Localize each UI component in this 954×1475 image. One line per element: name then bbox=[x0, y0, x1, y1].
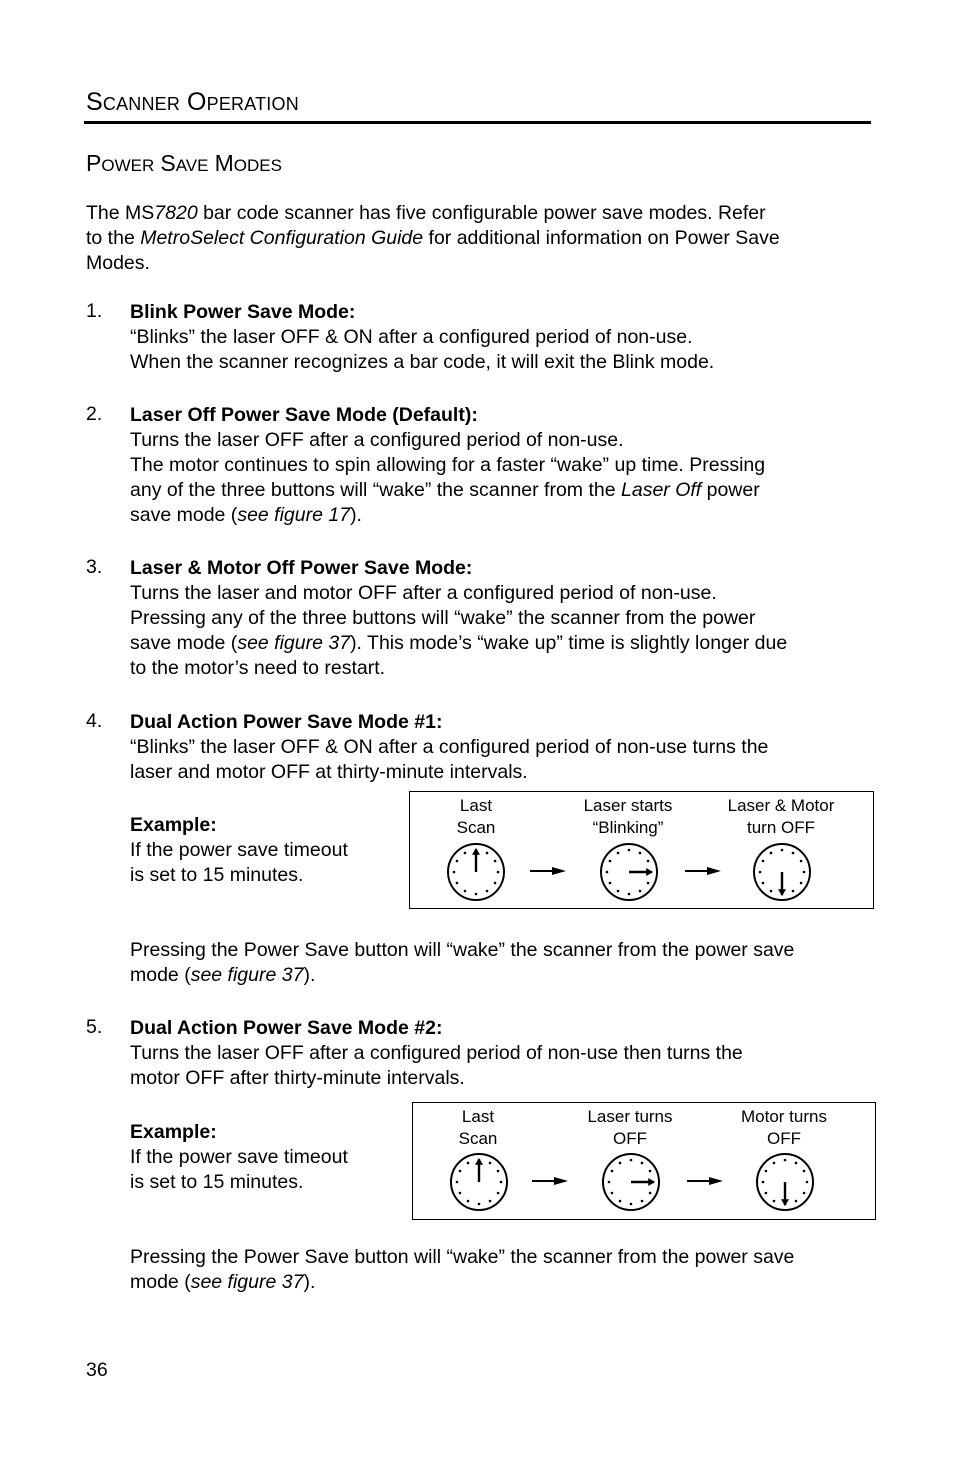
clock-diagram bbox=[410, 792, 873, 908]
clock-icon bbox=[603, 1154, 659, 1210]
hour-dot bbox=[456, 882, 459, 885]
hour-dot bbox=[803, 1192, 806, 1195]
hour-dot bbox=[456, 860, 459, 863]
hour-dot bbox=[630, 1203, 633, 1206]
hour-dot bbox=[628, 849, 631, 852]
item-number: 4. bbox=[86, 710, 103, 732]
list-item-laser-motor-off: Laser & Motor Off Power Save Mode: Turns the laser and motor OFF after a configured period of non-use. Pressing any of the three buttons will “wake” the scanner from the power save mode (see figure 37). This mode’s “wake up” time is slightly longer due to the motor’s need to restart. bbox=[130, 557, 788, 679]
hour-dot bbox=[641, 1162, 644, 1165]
hour-dot bbox=[628, 893, 631, 896]
hour-dot bbox=[759, 871, 762, 874]
hour-dot bbox=[639, 852, 642, 855]
hour-dot bbox=[617, 852, 620, 855]
hour-dot bbox=[467, 1200, 470, 1203]
hour-dot bbox=[781, 849, 784, 852]
chapter-title: SCANNER OPERATION bbox=[86, 88, 299, 116]
list-item-dual-action-1: Dual Action Power Save Mode #1: “Blinks” the laser OFF & ON after a configured period of non-use turns the laser and motor OFF at thirty-minute intervals. bbox=[130, 711, 769, 783]
hour-dot bbox=[459, 1192, 462, 1195]
wake-note-2: Pressing the Power Save button will “wake” the scanner from the power save mode (see figure 37). bbox=[130, 1246, 795, 1293]
intro-paragraph: The MS7820 bar code scanner has five configurable power save modes. Refer to the MetroSelect Configuration Guide for additional information on Power Save Modes. bbox=[86, 202, 780, 274]
hour-dot bbox=[647, 882, 650, 885]
clock-icon bbox=[451, 1154, 507, 1210]
arrow-right-icon bbox=[687, 1177, 723, 1185]
hour-dot bbox=[478, 1203, 481, 1206]
hour-dot bbox=[453, 871, 456, 874]
hour-dot bbox=[486, 852, 489, 855]
item-number: 5. bbox=[86, 1016, 103, 1038]
example-text: Example: If the power save timeout is set to 15 minutes. bbox=[130, 1121, 348, 1193]
hour-dot bbox=[762, 860, 765, 863]
hour-dot bbox=[611, 1170, 614, 1173]
hour-dot bbox=[606, 871, 609, 874]
hour-dot bbox=[649, 1192, 652, 1195]
example-text: Example: If the power save timeout is set to 15 minutes. bbox=[130, 814, 348, 886]
list-item-dual-action-2: Dual Action Power Save Mode #2: Turns the laser OFF after a configured period of non-use then turns the motor OFF after thirty-minute intervals. bbox=[130, 1017, 743, 1089]
timeline-figure bbox=[409, 791, 874, 909]
clock-diagram bbox=[413, 1103, 875, 1219]
hour-dot bbox=[489, 1200, 492, 1203]
item-number: 3. bbox=[86, 556, 103, 578]
arrow-right-icon bbox=[530, 867, 566, 875]
hour-dot bbox=[456, 1181, 459, 1184]
hour-dot bbox=[619, 1200, 622, 1203]
list-item-blink: Blink Power Save Mode: “Blinks” the laser OFF & ON after a configured period of non-use. When the scanner recognizes a bar code, it will exit the Blink mode. bbox=[130, 301, 715, 373]
clock-icon bbox=[448, 844, 504, 900]
hour-dot bbox=[609, 860, 612, 863]
hour-dot bbox=[770, 852, 773, 855]
hour-dot bbox=[459, 1170, 462, 1173]
hour-dot bbox=[647, 860, 650, 863]
hour-dot bbox=[649, 1170, 652, 1173]
hour-dot bbox=[803, 1170, 806, 1173]
header-rule bbox=[84, 121, 871, 124]
figure-label: Laser starts “Blinking” bbox=[583, 796, 673, 837]
hour-dot bbox=[611, 1192, 614, 1195]
hour-dot bbox=[765, 1192, 768, 1195]
figure-label: Laser & Motor turn OFF bbox=[727, 796, 835, 837]
hour-dot bbox=[795, 1162, 798, 1165]
hour-dot bbox=[497, 1170, 500, 1173]
clock-icon bbox=[601, 844, 657, 900]
item-number: 1. bbox=[86, 300, 103, 322]
hour-dot bbox=[803, 871, 806, 874]
wake-note-1: Pressing the Power Save button will “wake” the scanner from the power save mode (see figure 37). bbox=[130, 939, 795, 986]
hour-dot bbox=[497, 871, 500, 874]
hour-dot bbox=[464, 890, 467, 893]
hour-dot bbox=[475, 893, 478, 896]
hour-dot bbox=[494, 882, 497, 885]
hour-dot bbox=[762, 1181, 765, 1184]
item-number: 2. bbox=[86, 403, 103, 425]
hour-dot bbox=[765, 1170, 768, 1173]
figure-label: Last Scan bbox=[456, 796, 496, 837]
figure-label: Last Scan bbox=[458, 1107, 498, 1148]
hour-dot bbox=[792, 852, 795, 855]
hour-dot bbox=[464, 852, 467, 855]
hour-dot bbox=[800, 860, 803, 863]
hour-dot bbox=[494, 860, 497, 863]
hour-dot bbox=[467, 1162, 470, 1165]
hour-dot bbox=[608, 1181, 611, 1184]
list-item-laser-off: Laser Off Power Save Mode (Default): Turns the laser OFF after a configured period of non-use. The motor continues to spin allowing for a faster “wake” up time. Pressing any of the three buttons will “wake” the scanner from the Laser Off power save mode (see figure 17). bbox=[130, 404, 766, 526]
hour-dot bbox=[489, 1162, 492, 1165]
hour-dot bbox=[619, 1162, 622, 1165]
hour-dot bbox=[500, 1181, 503, 1184]
hour-dot bbox=[639, 890, 642, 893]
hour-dot bbox=[617, 890, 620, 893]
figure-label: Laser turns OFF bbox=[587, 1107, 673, 1148]
hour-dot bbox=[770, 890, 773, 893]
hour-dot bbox=[773, 1200, 776, 1203]
timeline-figure bbox=[412, 1102, 876, 1220]
hour-dot bbox=[609, 882, 612, 885]
hour-dot bbox=[806, 1181, 809, 1184]
page-number: 36 bbox=[86, 1359, 108, 1381]
hour-dot bbox=[795, 1200, 798, 1203]
hour-dot bbox=[630, 1159, 633, 1162]
hour-dot bbox=[784, 1159, 787, 1162]
figure-label: Motor turns OFF bbox=[741, 1107, 827, 1148]
arrow-right-icon bbox=[532, 1177, 568, 1185]
hour-dot bbox=[486, 890, 489, 893]
hour-dot bbox=[497, 1192, 500, 1195]
arrow-right-icon bbox=[685, 867, 721, 875]
hour-dot bbox=[641, 1200, 644, 1203]
hour-dot bbox=[800, 882, 803, 885]
hour-dot bbox=[792, 890, 795, 893]
clock-icon bbox=[757, 1154, 813, 1210]
clock-icon bbox=[754, 844, 810, 900]
hour-dot bbox=[762, 882, 765, 885]
hour-dot bbox=[773, 1162, 776, 1165]
section-title: POWER SAVE MODES bbox=[86, 150, 282, 176]
